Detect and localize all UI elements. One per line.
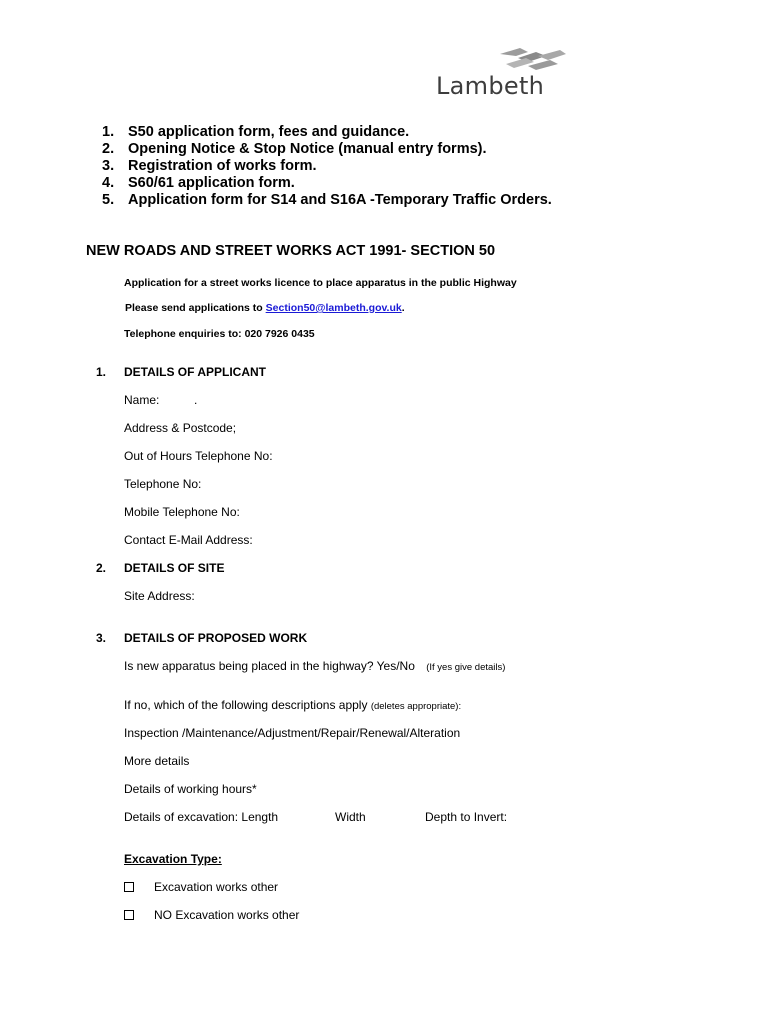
out-of-hours-phone-label: Out of Hours Telephone No: [124, 449, 273, 463]
excavation-works-label: Excavation works other [154, 880, 279, 894]
no-excavation-works-label: NO Excavation works other [154, 908, 300, 922]
new-apparatus-note: (If yes give details) [426, 662, 506, 673]
no-excavation-works-checkbox[interactable] [124, 910, 134, 920]
toc-number: 1. [102, 124, 115, 140]
toc-label: Registration of works form. [128, 158, 317, 174]
section-number: 2. [96, 561, 107, 575]
toc-item [102, 141, 552, 158]
work-options: Inspection /Maintenance/Adjustment/Repair/Renewal/Alteration [124, 726, 461, 740]
if-no-note: (deletes appropriate): [370, 701, 462, 712]
excavation-depth-label: Depth to Invert: [425, 810, 508, 824]
section-title-applicant: DETAILS OF APPLICANT [124, 365, 266, 379]
toc-list [102, 124, 552, 209]
toc-item [102, 158, 552, 175]
working-hours-label: Details of working hours* [124, 782, 257, 796]
section-title-proposed-work: DETAILS OF PROPOSED WORK [124, 631, 308, 645]
toc-label: Application form for S14 and S16A -Temporary Traffic Orders. [128, 192, 552, 208]
toc-label: S60/61 application form. [128, 175, 295, 191]
toc-item [102, 192, 552, 209]
if-no-question [124, 698, 461, 712]
telephone-enquiries: Telephone enquiries to: 020 7926 0435 [124, 328, 315, 340]
more-details-label: More details [124, 754, 190, 768]
toc-number: 4. [102, 175, 115, 191]
section-number: 3. [96, 631, 107, 645]
email-link[interactable]: Section50@lambeth.gov.uk [265, 302, 402, 314]
toc-item [102, 124, 552, 141]
lambeth-logo-icon [498, 46, 568, 74]
toc-number: 3. [102, 158, 115, 174]
toc-number: 2. [102, 141, 115, 157]
toc-label: Opening Notice & Stop Notice (manual entry forms). [128, 141, 487, 157]
new-apparatus-text: Is new apparatus being placed in the highway? Yes/No [124, 659, 415, 673]
page-title: NEW ROADS AND STREET WORKS ACT 1991- SECTION 50 [86, 243, 496, 259]
toc-label: S50 application form, fees and guidance. [128, 124, 410, 140]
name-field-dot: . [194, 393, 198, 407]
email-field-label: Contact E-Mail Address: [124, 533, 253, 547]
send-suffix: . [401, 302, 405, 314]
section-title-site: DETAILS OF SITE [124, 561, 225, 575]
excavation-works-checkbox[interactable] [124, 882, 134, 892]
address-field-label: Address & Postcode; [124, 421, 237, 435]
excavation-type-heading: Excavation Type: [124, 852, 222, 866]
send-prefix: Please send applications to [125, 302, 266, 314]
excavation-length-label: Details of excavation: Length [124, 810, 279, 824]
telephone-field-label: Telephone No: [124, 477, 202, 491]
name-field-label: Name: [124, 393, 160, 407]
mobile-field-label: Mobile Telephone No: [124, 505, 240, 519]
site-address-label: Site Address: [124, 589, 195, 603]
toc-item [102, 175, 552, 192]
lambeth-logo [436, 46, 576, 102]
send-applications-line [125, 302, 405, 314]
new-apparatus-question [124, 659, 505, 673]
logo-wordmark: Lambeth [436, 72, 545, 100]
toc-number: 5. [102, 192, 115, 208]
excavation-width-label: Width [335, 810, 366, 824]
application-description: Application for a street works licence to place apparatus in the public Highway [124, 277, 517, 289]
if-no-text: If no, which of the following descriptions apply [124, 698, 368, 712]
section-number: 1. [96, 365, 107, 379]
